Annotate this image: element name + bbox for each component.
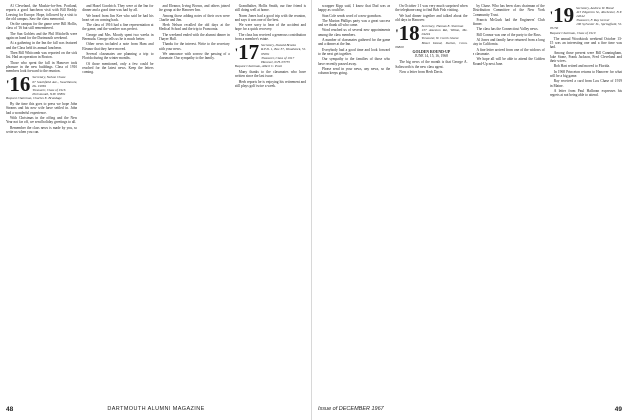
- class-header-1918: [395, 21, 468, 59]
- class-year: '16: [6, 72, 31, 97]
- paragraph: Word reached us of several new appointments among the class members.: [318, 28, 391, 37]
- secretary-address: 137 Ameston Rd., Wilton, Me. 04294: [421, 28, 468, 37]
- paragraph: Remember the class news is made by you, so write us when you can.: [6, 125, 78, 134]
- paragraph: Al Cleveland, the Muskie-for-Sen. Portland, reports a good luncheon visit with Bill Reddy. Leaving for Europe. Hope, followed by a visit to the old campus. Saw the class memorial.: [6, 4, 78, 21]
- column-7: [473, 4, 545, 406]
- left-footer: [6, 406, 306, 418]
- class-year: '17: [234, 40, 260, 65]
- paragraph: scrapper Kipp said, I know that Dad was as happy as could be.: [318, 4, 391, 13]
- paragraph: In 1968 Princeton returns to Hanover for what will be a big game.: [549, 69, 622, 79]
- paragraph: Grandfather, Hollis Smith, our fine friend is still doing well at home.: [234, 4, 306, 13]
- treasurer-line: Treasurer, F. Ray Grover: [576, 18, 610, 23]
- treasurer-address: 106 Sylvester St., Springfield, Vt. 05156: [549, 22, 622, 31]
- paragraph: Norm Jones had a good trip with the reunion, and says it was one of the best.: [234, 13, 306, 22]
- paragraph: Among those present were Bill Cunningham, Jake Stone, Frank Jackson, Fred Cleveland and their wives.: [549, 50, 622, 64]
- paragraph: The class has the Connecticut Valley news.: [476, 27, 539, 32]
- paragraph: Bob Hart retired and moved to Florida.: [553, 64, 610, 69]
- secretary-line: Secretary, Donald Brooks: [261, 43, 296, 48]
- class-header-1917: [234, 40, 306, 68]
- paragraph: We had dinner together and talked about the old days in Hanover.: [395, 13, 468, 22]
- paragraph: Several classmates are planning a trip to Florida during the winter months.: [82, 51, 154, 61]
- paragraph: and Eleanor, Irving Brown, and others joined the group at the Hanover Inn.: [158, 4, 230, 13]
- paragraph: Thanks for the interest. Write to the secretary with your news.: [158, 42, 230, 51]
- class-header-1919: [550, 6, 622, 35]
- treasurer-line: Treasurer, W. Curtis Gleese: [421, 36, 459, 41]
- paragraph: The Marion Phillips party was a great success and we thank all who came.: [318, 18, 391, 28]
- paragraph: Other news included a note from Ham and Eleanor that they have moved.: [82, 42, 154, 51]
- paragraph: On October 1 I was very much surprised when the telephone rang to find Bob Fish visiting.: [395, 4, 468, 13]
- paragraph: With Christmas in the offing and the New Year not far off, we send holiday greetings to all.: [6, 115, 78, 125]
- paragraph: The class has received a generous contribution from a member's estate.: [234, 32, 306, 42]
- secretary-address: 415 Edgerton St., Rochester, N.Y. 14644: [576, 10, 622, 19]
- paragraph: We were sorry to hear of the accident and hope for a quick recovery.: [234, 23, 306, 32]
- paragraph: George and Mrs. Moody spent two weeks in Bermuda. George tells us he is much better.: [82, 32, 154, 42]
- column-4: [235, 4, 306, 406]
- magazine-title: DARTMOUTH ALUMNI MAGAZINE: [107, 406, 205, 412]
- paragraph: A letter from Paul Halloran expresses his regrets at not being able to attend.: [549, 88, 622, 98]
- issue-date: Issue of DECEMBER 1967: [318, 406, 384, 412]
- paragraph: Our sympathy to the families of those who have recently passed away.: [318, 57, 391, 66]
- secretary-address: 67 Southfield Ave., Swarthmore, Pa. 19081: [32, 79, 78, 88]
- paragraph: On the campus for the game were Bill Hollis, class of '16 but still remembered.: [6, 22, 78, 31]
- paragraph: Please send in your news, any news, so the column keeps going.: [318, 66, 391, 76]
- reunion-headline: GOLDEN ROUND-UP: [412, 49, 451, 54]
- paragraph: The weekend ended with the alumni dinner in Thayer Hall.: [158, 32, 230, 42]
- column-6: [395, 4, 467, 406]
- right-page-number: 49: [614, 406, 622, 413]
- paragraph: and Hazel Goodrich. They were at the Inn for dinner and a good time was had by all.: [82, 4, 154, 13]
- paragraph: The big news of the month is that George A. Saltsworth is the new class agent.: [395, 60, 468, 69]
- paragraph: We announce with sorrow the passing of a classmate. Our sympathy to the family.: [158, 51, 230, 61]
- paragraph: A number of classmates gathered for the game and a dinner at the Inn.: [318, 38, 391, 47]
- paragraph: Among those adding notes of their own were Charlie and Jim.: [158, 13, 230, 22]
- class-year: '19: [549, 4, 575, 27]
- paragraph: At a gathering in the Inn the fall was featured and the Class held its annual luncheon.: [6, 41, 78, 50]
- paragraph: Herb Nelson recalled the old days at the Medical School and the trip to Franconia.: [158, 23, 230, 32]
- paragraph: Stan Cole sends word of a new grandson.: [322, 13, 382, 18]
- paragraph: Bill Connor was one of the party to the Ross.: [476, 32, 542, 37]
- treasurer-address: Bisset Island, Darien, Conn. 06820: [395, 40, 468, 49]
- paragraph: We heard from Jim Kee who said he had his heart set on coming back.: [82, 13, 154, 22]
- column-5: [318, 4, 390, 406]
- paragraph: Everybody had a good time and look forward to the next get together.: [318, 47, 391, 56]
- paragraph: Of those mentioned, only a few could be reached for the latest news. Keep the letters coming.: [82, 61, 154, 75]
- column-3: [159, 4, 230, 406]
- paragraph: by Chase. Who has been class chairman of the Distribution Committee of the New York Community Trust.: [472, 4, 545, 17]
- treasurer-address: Hanover, N.H. 03755: [261, 59, 291, 64]
- paragraph: The annual Woodstock weekend October 13-15 was an interesting one and a fine time was had.: [549, 36, 622, 50]
- column-1: [6, 4, 77, 406]
- secretary-address: R.F.D. 1, Box 37, Woodstock, Vt. 05091: [261, 47, 306, 56]
- left-page-number: 48: [6, 406, 14, 413]
- paragraph: Francis McGurk had the Engineers' Club dinner.: [472, 17, 545, 27]
- paragraph: The class of 1916 had a fine representation at the game, and the weather was perfect.: [82, 23, 154, 32]
- paragraph: Now a letter from Herb Davis.: [399, 69, 444, 74]
- paragraph: A fine letter arrived from one of the widows of a classmate.: [472, 47, 545, 56]
- bequest-chairman-line: Bequest Chairman, Albert C. Pratt: [234, 63, 282, 68]
- bequest-chairman-line: Bequest Chairman, Charles E. Brundage: [6, 95, 62, 100]
- column-2: [82, 4, 153, 406]
- treasurer-address: Portsmouth, N.H. 03801: [32, 91, 66, 96]
- reunion-date: JUNE 14, 15, 16, 1968: [414, 54, 448, 59]
- paragraph: We hope all will be able to attend the Golden Round-Up next June.: [472, 57, 545, 66]
- right-page: [318, 4, 622, 406]
- right-footer: [318, 406, 622, 418]
- class-header-1916: [6, 72, 78, 100]
- paragraph: Those who spent the fall in Hanover took pleasure in the new buildings. Class of 1916 members look forward to the reunion.: [6, 60, 78, 74]
- secretary-line: Secretary, Andrew W. Hand: [576, 6, 614, 10]
- paragraph: Ray received a card from Lou Chase of 1919 in Maine.: [549, 79, 622, 88]
- paragraph: Then Bill Whitcomb was reported on the sick list. Had an operation in Boston.: [6, 50, 78, 60]
- column-8: [550, 4, 622, 406]
- paragraph: Many thanks to the classmates who have written since the last issue.: [234, 69, 306, 79]
- class-year: '18: [395, 21, 420, 46]
- secretary-line: Secretary, Thomas E. Sherman: [421, 24, 464, 29]
- treasurer-line: Treasurer, Class of 1917: [261, 55, 295, 60]
- secretary-line: Secretary, Nelson Chase: [32, 75, 66, 80]
- bequest-chairman-line: Bequest Chairman, Class of 1919: [549, 30, 596, 35]
- paragraph: Al Jones and family have returned from a long stay in California.: [472, 38, 545, 47]
- spread-gutter: [311, 0, 312, 420]
- paragraph: By the time this goes to press we hope John Stearns and his new wife have settled in. John had a wonderful experience.: [6, 102, 78, 115]
- left-page: [6, 4, 306, 406]
- treasurer-line: Treasurer, Class of 1916: [32, 87, 66, 92]
- paragraph: The Sun Goblets and the Phil Mitchells were again on hand for the Dartmouth weekend.: [6, 31, 78, 41]
- paragraph: Herb reports he is enjoying his retirement and still plays golf twice a week.: [234, 79, 306, 88]
